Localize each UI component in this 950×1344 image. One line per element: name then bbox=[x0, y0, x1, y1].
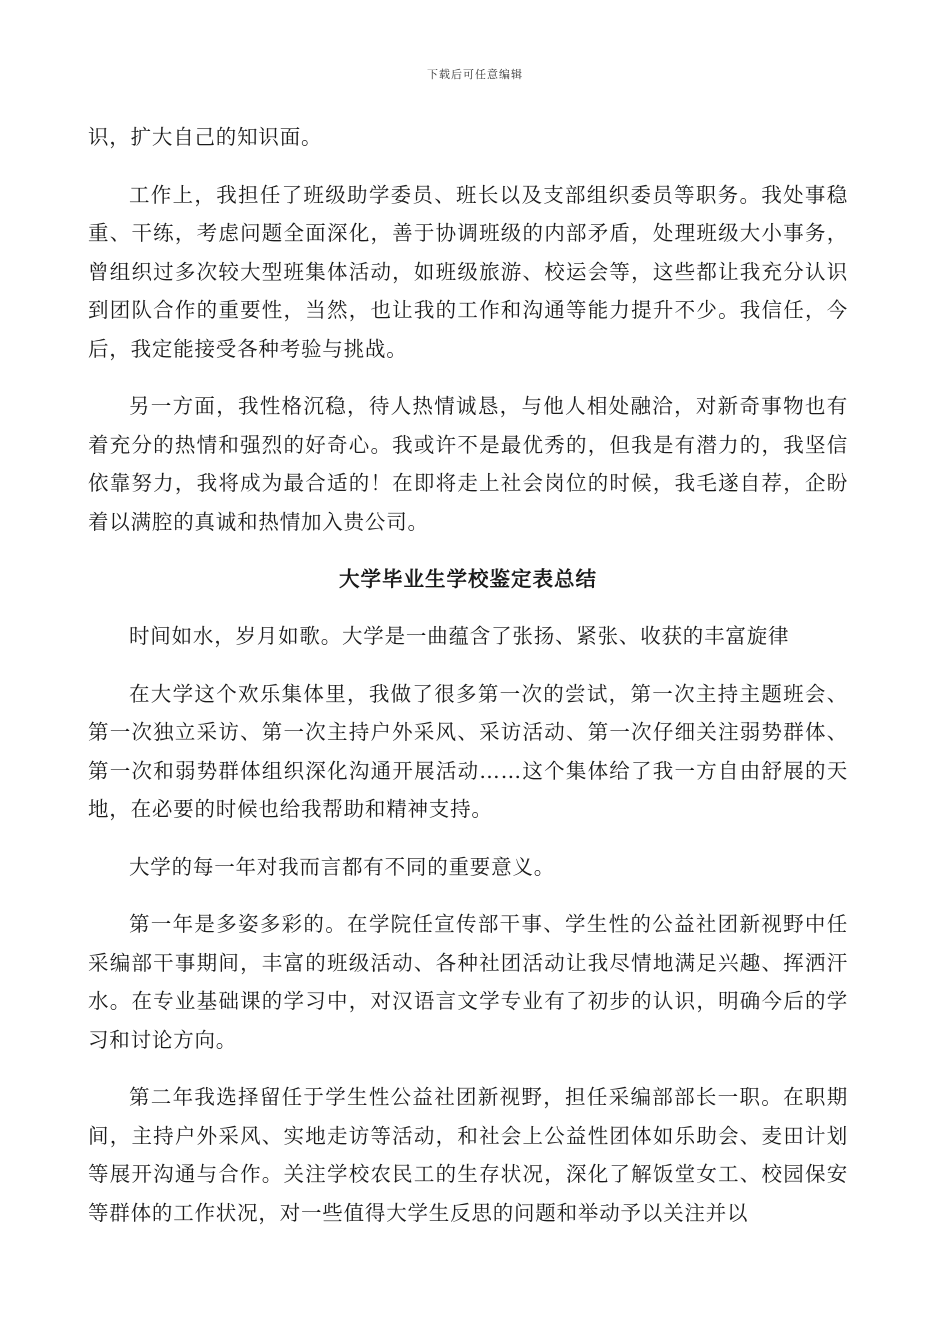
section-heading: 大学毕业生学校鉴定表总结 bbox=[339, 567, 597, 591]
paragraph-personality: 另一方面，我性格沉稳，待人热情诚恳，与他人相处融洽，对新奇事物也有着充分的热情和强烈的好奇心。我或许不是最优秀的，但我是有潜力的，我坚信依靠努力，我将成为最合适的！在即将走上社会岗位的时候，我毛遂自荐，企盼着以满腔的真诚和热情加入贵公司。 bbox=[88, 394, 848, 534]
paragraph-first-year: 第一年是多姿多彩的。在学院任宣传部干事、学生性的公益社团新视野中任采编部干事期间，丰富的班级活动、各种社团活动让我尽情地满足兴趣、挥洒汗水。在专业基础课的学习中，对汉语言文学专业有了初步的认识，明确今后的学习和讨论方向。 bbox=[88, 912, 848, 1052]
paragraph-collective: 在大学这个欢乐集体里，我做了很多第一次的尝试，第一次主持主题班会、第一次独立采访、第一次主持户外采风、采访活动、第一次仔细关注弱势群体、第一次和弱势群体组织深化沟通开展活动……这个集体给了我一方自由舒展的天地，在必要的时候也给我帮助和精神支持。 bbox=[88, 681, 848, 821]
paragraph-each-year: 大学的每一年对我而言都有不同的重要意义。 bbox=[129, 854, 555, 879]
paragraph-continuation: 识，扩大自己的知识面。 bbox=[88, 125, 323, 149]
header-note: 下载后可任意编辑 bbox=[427, 68, 523, 81]
paragraph-intro: 时间如水，岁月如歌。大学是一曲蕴含了张扬、紧张、收获的丰富旋律 bbox=[129, 624, 790, 648]
document-body bbox=[88, 118, 848, 1251]
paragraph-work: 工作上，我担任了班级助学委员、班长以及支部组织委员等职务。我处事稳重、干练，考虑问题全面深化，善于协调班级的内部矛盾，处理班级大小事务，曾组织过多次较大型班集体活动，如班级旅游、校运会等，这些都让我充分认识到团队合作的重要性，当然，也让我的工作和沟通等能力提升不少。我信任，今后，我定能接受各种考验与挑战。 bbox=[88, 182, 848, 361]
paragraph-second-year: 第二年我选择留任于学生性公益社团新视野，担任采编部部长一职。在职期间，主持户外采风、实地走访等活动，和社会上公益性团体如乐助会、麦田计划等展开沟通与合作。关注学校农民工的生存状况，深化了解饭堂女工、校园保安等群体的工作状况，对一些值得大学生反思的问题和举动予以关注并以 bbox=[88, 1085, 848, 1225]
